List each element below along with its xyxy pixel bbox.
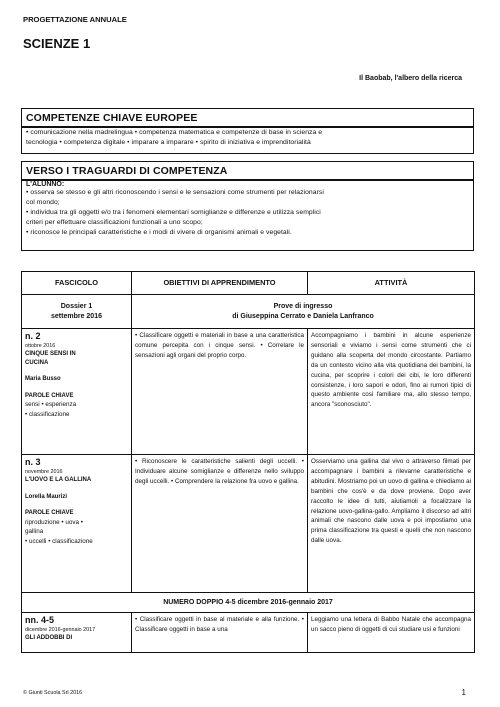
objectives-cell: • Classificare oggetti e materiali in base a una caratteristica comune percepita con i cinque sensi. • Correlare le sensazioni agli organi del proprio corpo. — [132, 329, 308, 455]
competenze-heading: COMPETENZE CHIAVE EUROPEE — [26, 112, 198, 124]
traguardi-line: • individua tra gli oggetti e/o tra i fenomeni elementari somiglianze e differenze e utilizza semplici — [26, 208, 321, 216]
traguardi-subheading: L'ALUNNO: — [26, 180, 65, 188]
traguardi-box — [21, 161, 474, 251]
keywords: sensi • esperienza — [25, 401, 77, 408]
objectives-cell: • Classificare oggetti in base al materiale e alla funzione. • Classificare oggetti in base a una — [132, 613, 308, 653]
prove-cell — [132, 295, 475, 329]
issue-title: CUCINA — [25, 359, 49, 366]
issue-author: Maria Busso — [25, 376, 61, 382]
traguardi-line: criteri per effettuare classificazioni funzionali a uno scopo; — [26, 219, 203, 227]
traguardi-line: • riconosce le principali caratteristiche e i modi di vivere di organismi animali e vegetali. — [26, 229, 292, 237]
prove-authors: di Giuseppina Cerrato e Daniela Lanfranco — [232, 312, 374, 320]
page-subtitle: Il Baobab, l'albero della ricerca — [359, 75, 462, 82]
competenze-box — [21, 108, 474, 154]
document-label: PROGETTAZIONE ANNUALE — [23, 15, 127, 24]
traguardi-line: col mondo; — [26, 198, 60, 206]
activity-cell: Osserviamo una gallina dal vivo o attraverso filmati per accompagnare i bambini a rilevarne caratteristiche e abitudini. Mostriamo poi un uovo di gallina e chiediamo ai bambini che cos'è e da dove proviene. Dopo aver raccolto le idee di tutti, aiutiamoli a focalizzare la relazione uovo-gallina-gallo. Ampliamo il discorso ad altri animali che nascono dalle uova e poi impostiamo una prima classificazione tra questi e quelli che non nascono dalle uova. — [308, 455, 475, 593]
issue-date: ottobre 2016 — [25, 343, 56, 349]
activity-cell: Leggiamo una lettera di Babbo Natale che accompagna un sacco pieno di oggetti di cui studiare usi e funzioni — [308, 613, 475, 653]
keywords: • classificazione — [25, 410, 70, 418]
page-title: SCIENZE 1 — [23, 36, 91, 51]
column-header-obiettivi: OBIETTIVI DI APPRENDIMENTO — [132, 272, 308, 295]
table-row — [22, 329, 475, 455]
issue-date: dicembre 2016-gennaio 2017 — [25, 627, 96, 633]
column-header-attivita: ATTIVITÀ — [308, 272, 475, 295]
issue-number: n. 3 — [25, 457, 41, 467]
issue-title: CINQUE SENSI IN — [25, 351, 76, 357]
table-header-row — [22, 272, 475, 295]
fascicolo-cell — [22, 329, 132, 455]
double-issue-cell: NUMERO DOPPIO 4-5 dicembre 2016-gennaio 2017 — [22, 593, 475, 613]
issue-number: nn. 4-5 — [25, 615, 55, 625]
competenze-line: tecnologia • competenza digitale • imparare a imparare • spirito di iniziativa e imprenditorialità — [26, 138, 311, 146]
page-number: 1 — [461, 688, 466, 697]
activity-cell: Accompagniamo i bambini in alcune esperienze sensoriali e viviamo i sensi come strumenti che ci guidano alla scoperta del mondo circostante. Partiamo da un contesto vicino alla vita quotidiana dei bambini, la cucina, per scoprire i colori dei cibi, le loro differenti consistenze, i loro sapori e odori, fino ai rumori tipici di questo ambiente così familiare ma, allo stesso tempo, ancora "sconosciuto". — [308, 329, 475, 455]
fascicolo-cell — [22, 613, 132, 653]
keywords-title: PAROLE CHIAVE — [25, 510, 74, 516]
table-row-double-issue — [22, 593, 475, 613]
issue-date: novembre 2016 — [25, 469, 63, 475]
planning-table — [21, 271, 475, 653]
keywords: riproduzione • uova • — [25, 518, 83, 526]
objectives-cell: • Riconoscere le caratteristiche salienti degli uccelli. • Individuare alcune somiglianze e differenze nello sviluppo degli uccelli. • Comprendere la relazione fra uovo e gallina. — [132, 455, 308, 593]
fascicolo-cell — [22, 455, 132, 593]
traguardi-heading: VERSO I TRAGUARDI DI COMPETENZA — [26, 165, 228, 177]
column-header-fascicolo: FASCICOLO — [22, 272, 132, 295]
traguardi-line: • osserva se stesso e gli altri riconoscendo i sensi e le sensazioni come strumenti per relazionarsi — [26, 188, 324, 196]
table-row-dossier — [22, 295, 475, 329]
copyright: © Giunti Scuola Srl 2016 — [23, 690, 83, 696]
keywords-title: PAROLE CHIAVE — [25, 392, 74, 399]
issue-title: L'UOVO E LA GALLINA — [25, 477, 92, 483]
issue-author: Lorella Maurizi — [25, 493, 68, 500]
dossier-cell — [22, 295, 132, 329]
keywords: • uccelli • classificazione — [25, 538, 93, 546]
prove-title: Prove di ingresso — [273, 302, 333, 310]
issue-number: n. 2 — [25, 331, 41, 341]
competenze-line: • comunicazione nella madrelingua • competenza matematica e competenze di base in scienza e — [26, 128, 323, 136]
table-row — [22, 613, 475, 653]
keywords: gallina — [25, 528, 44, 536]
issue-title: GLI ADDOBBI DI — [25, 635, 73, 641]
table-row — [22, 455, 475, 593]
dossier-date: settembre 2016 — [51, 312, 102, 320]
dossier-label: Dossier 1 — [60, 302, 93, 310]
